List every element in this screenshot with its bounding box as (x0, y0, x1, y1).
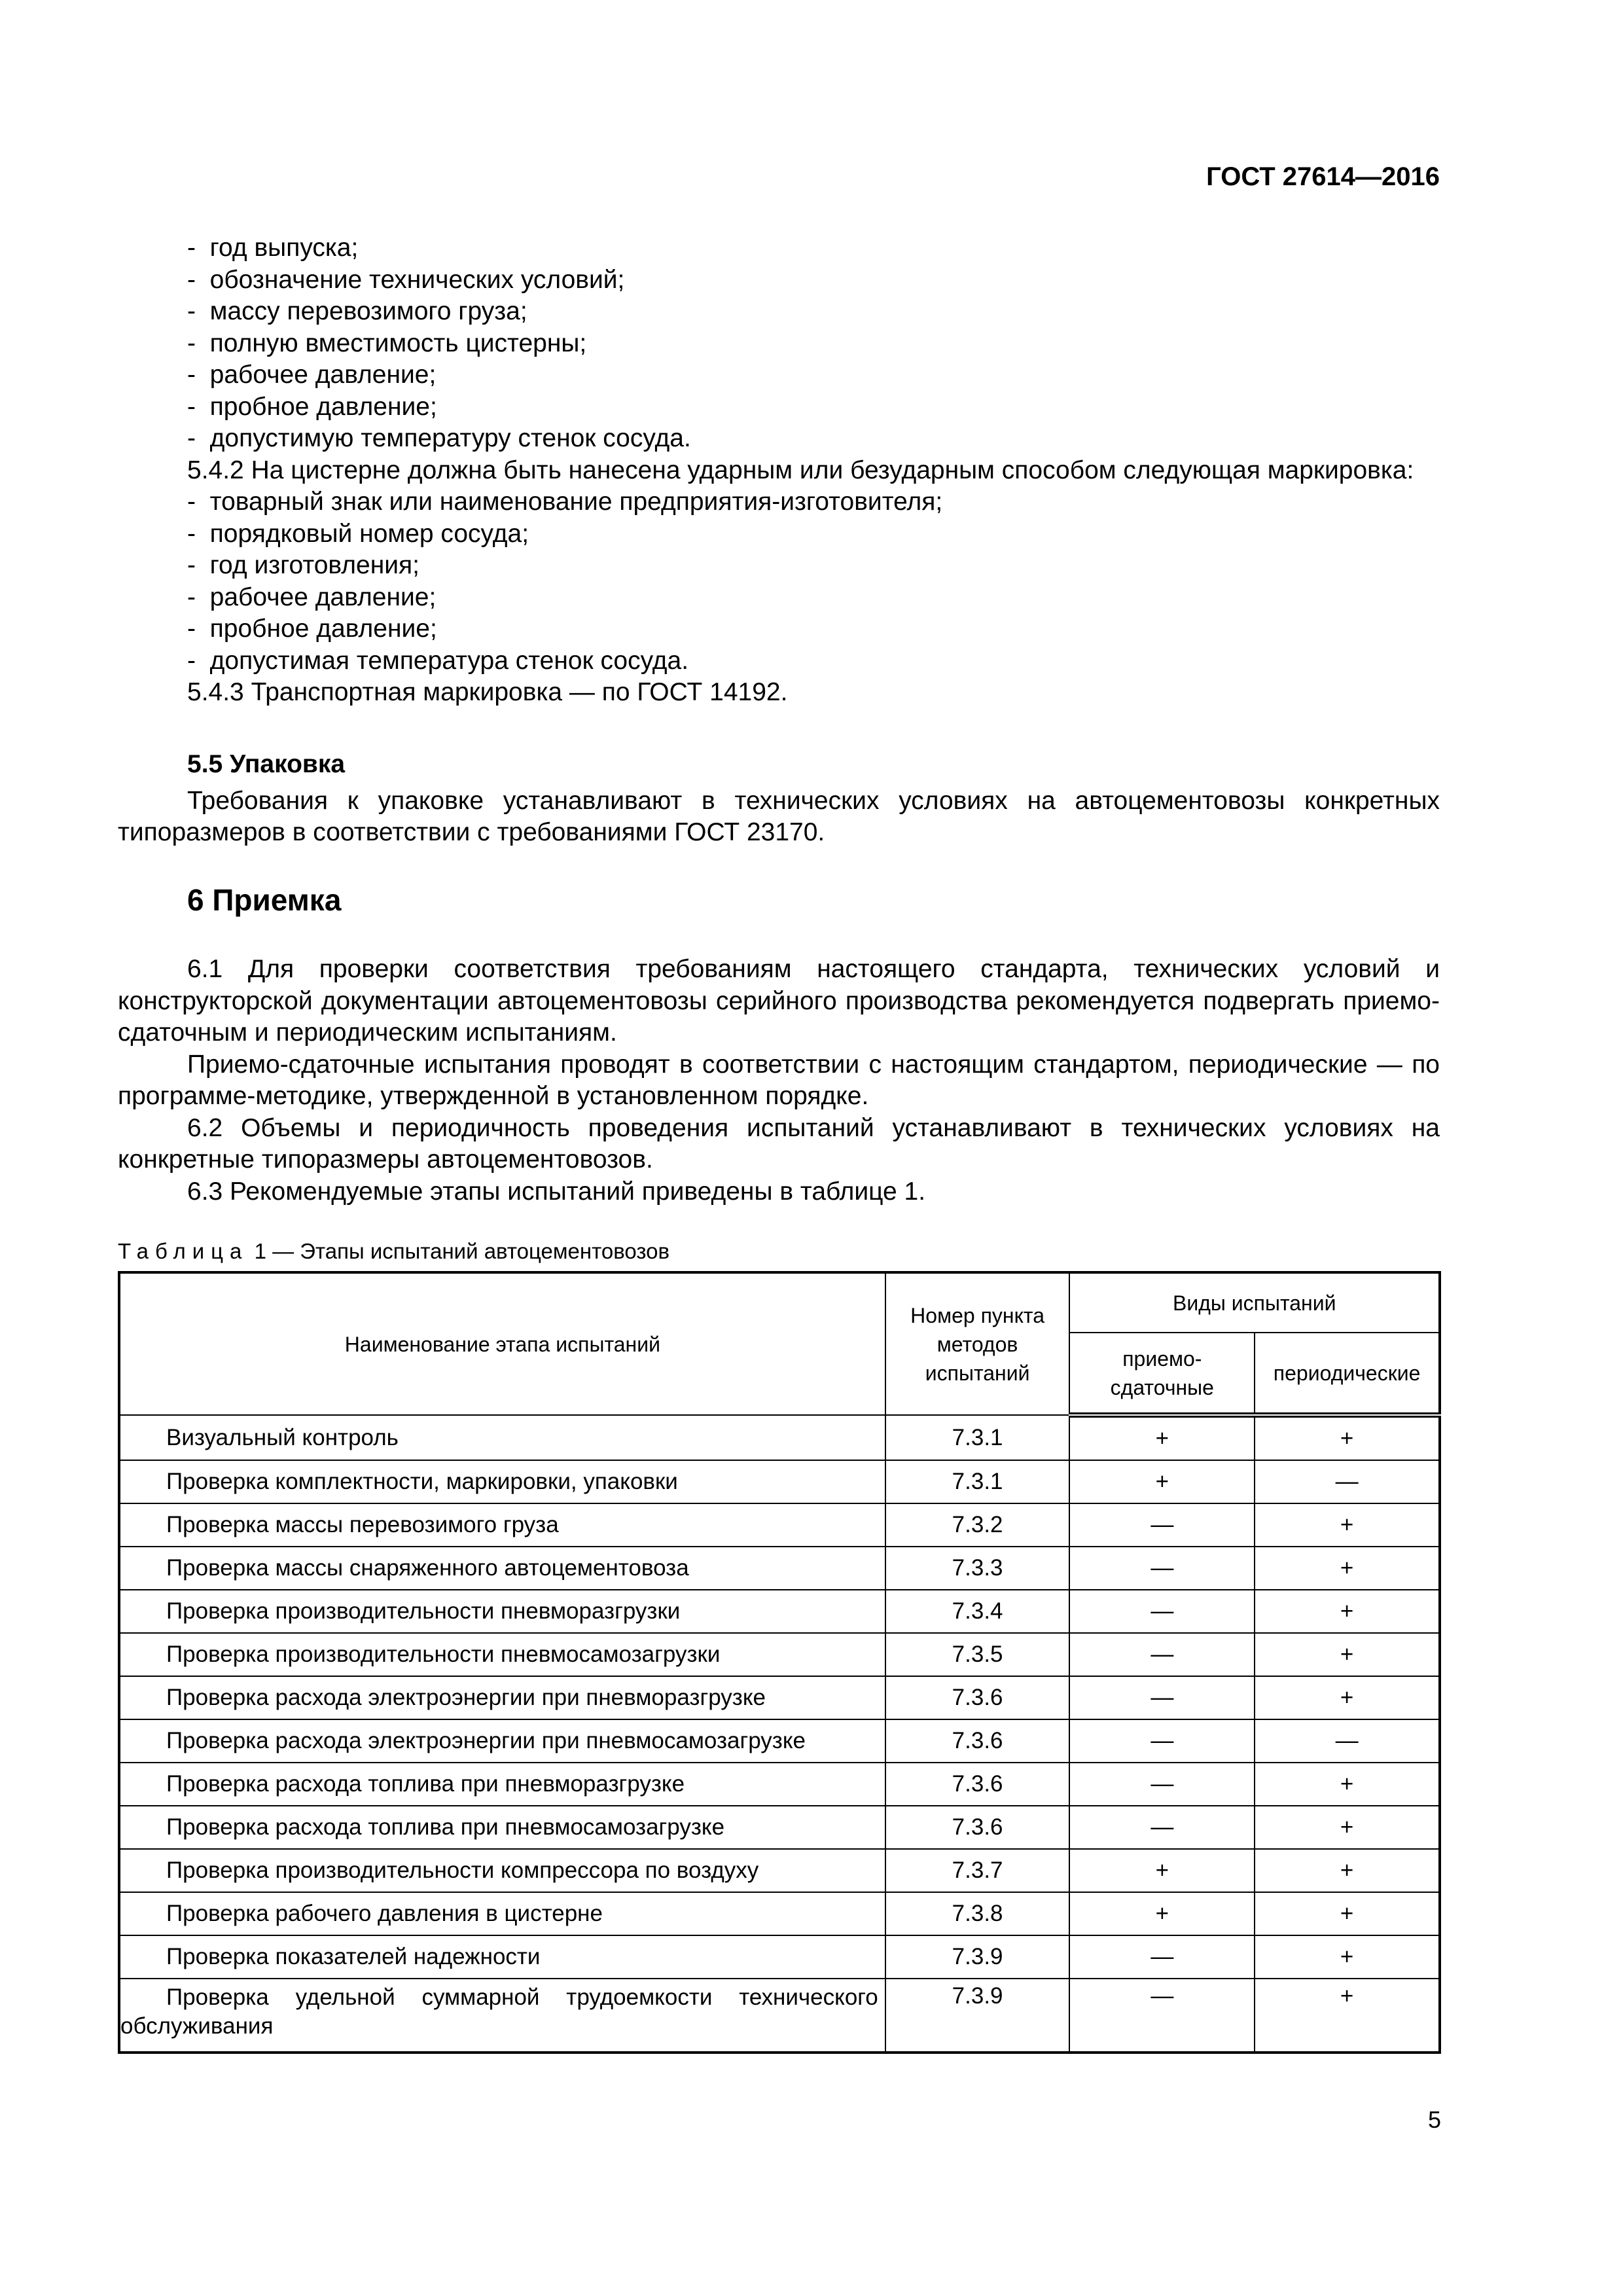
acceptance-cell: — (1069, 1719, 1255, 1763)
stage-name-cell: Проверка расхода электроэнергии при пневмосамозагрузке (119, 1719, 885, 1763)
table-row (119, 1460, 1440, 1503)
periodic-cell: + (1255, 1892, 1440, 1935)
paragraph-6-3: 6.3 Рекомендуемые этапы испытаний приведены в таблице 1. (187, 1177, 926, 1206)
marking-list-2 (118, 486, 1440, 677)
method-number-cell: 7.3.1 (885, 1460, 1070, 1503)
method-number-cell: 7.3.2 (885, 1503, 1070, 1547)
table-row (119, 1979, 1440, 2053)
document-code: ГОСТ 27614—2016 (1206, 162, 1440, 191)
table-row (119, 1633, 1440, 1676)
acceptance-cell: — (1069, 1979, 1255, 2053)
paragraph-5-4-2: 5.4.2 На цистерне должна быть нанесена ударным или безударным способом следующая маркировка: (187, 456, 1414, 484)
stage-name-cell: Проверка производительности пневморазгрузки (119, 1590, 885, 1633)
table-row (119, 1676, 1440, 1719)
method-number-cell: 7.3.3 (885, 1547, 1070, 1590)
method-number-cell: 7.3.8 (885, 1892, 1070, 1935)
list-item: - обозначение технических условий; (187, 265, 625, 294)
acceptance-cell: — (1069, 1763, 1255, 1806)
periodic-cell: + (1255, 1849, 1440, 1892)
method-number-cell: 7.3.9 (885, 1935, 1070, 1979)
table-row (119, 1892, 1440, 1935)
stage-name-cell: Проверка производительности пневмосамозагрузки (119, 1633, 885, 1676)
list-item: - полную вместимость цистерны; (187, 329, 587, 357)
periodic-cell: + (1255, 1547, 1440, 1590)
method-number-cell: 7.3.6 (885, 1676, 1070, 1719)
section-5-5 (118, 749, 1440, 849)
paragraph-5-5: Требования к упаковке устанавливают в технических условиях на автоцементовозы конкретных типоразмеров в соответствии с требованиями ГОСТ 23170. (118, 786, 1440, 846)
list-item: - порядковый номер сосуда; (187, 519, 529, 548)
paragraph-6-1: 6.1 Для проверки соответствия требованиям настоящего стандарта, технических условий и конструкторской документации автоцементовозы серийного производства рекомендуется подвергать приемо-сдаточным и периодическим испытаниям. (118, 955, 1440, 1047)
table-row (119, 1763, 1440, 1806)
periodic-cell: + (1255, 1806, 1440, 1849)
header-method-number: Номер пункта методов испытаний (885, 1272, 1070, 1415)
acceptance-cell: — (1069, 1590, 1255, 1633)
list-item: - рабочее давление; (187, 361, 437, 389)
method-number-cell: 7.3.4 (885, 1590, 1070, 1633)
acceptance-cell: + (1069, 1892, 1255, 1935)
acceptance-cell: + (1069, 1849, 1255, 1892)
periodic-cell: + (1255, 1633, 1440, 1676)
header-periodic: периодические (1255, 1333, 1440, 1415)
acceptance-cell: — (1069, 1503, 1255, 1547)
list-item: - год выпуска; (187, 234, 359, 262)
stage-name-cell: Проверка расхода электроэнергии при пневморазгрузке (119, 1676, 885, 1719)
method-number-cell: 7.3.9 (885, 1979, 1070, 2053)
acceptance-cell: — (1069, 1935, 1255, 1979)
method-number-cell: 7.3.5 (885, 1633, 1070, 1676)
list-item: - допустимая температура стенок сосуда. (187, 646, 689, 675)
method-number-cell: 7.3.6 (885, 1763, 1070, 1806)
periodic-cell: + (1255, 1415, 1440, 1460)
list-item: - пробное давление; (187, 392, 437, 421)
periodic-cell: + (1255, 1763, 1440, 1806)
periodic-cell: + (1255, 1503, 1440, 1547)
list-item: - товарный знак или наименование предприятия-изготовителя; (187, 488, 943, 516)
periodic-cell: + (1255, 1935, 1440, 1979)
table-row (119, 1806, 1440, 1849)
method-number-cell: 7.3.6 (885, 1806, 1070, 1849)
stage-name-cell: Проверка производительности компрессора по воздуху (119, 1849, 885, 1892)
section-5-4 (118, 232, 1440, 709)
method-number-cell: 7.3.6 (885, 1719, 1070, 1763)
header-stage-name: Наименование этапа испытаний (119, 1272, 885, 1415)
table-row (119, 1547, 1440, 1590)
heading-6: 6 Приемка (187, 883, 342, 917)
acceptance-cell: + (1069, 1460, 1255, 1503)
stage-name-cell: Визуальный контроль (119, 1415, 885, 1460)
method-number-cell: 7.3.7 (885, 1849, 1070, 1892)
list-item: - массу перевозимого груза; (187, 297, 527, 325)
header-acceptance: приемо-сдаточные (1069, 1333, 1255, 1415)
periodic-cell: + (1255, 1979, 1440, 2053)
table-row (119, 1849, 1440, 1892)
list-item: - рабочее давление; (187, 583, 437, 611)
list-item: - допустимую температуру стенок сосуда. (187, 424, 691, 452)
table-row (119, 1503, 1440, 1547)
paragraph-5-4-3: 5.4.3 Транспортная маркировка — по ГОСТ 14192. (187, 678, 788, 706)
stage-name-cell: Проверка массы перевозимого груза (119, 1503, 885, 1547)
heading-5-5: 5.5 Упаковка (187, 750, 346, 778)
table-caption: Таблица 1 — Этапы испытаний автоцементовозов (118, 1239, 669, 1263)
acceptance-cell: — (1069, 1633, 1255, 1676)
paragraph-6-2: 6.2 Объемы и периодичность проведения испытаний устанавливают в технических условиях на конкретные типоразмеры автоцементовозов. (118, 1113, 1440, 1174)
acceptance-cell: — (1069, 1676, 1255, 1719)
periodic-cell: + (1255, 1676, 1440, 1719)
marking-list-1 (118, 232, 1440, 455)
paragraph-6-1-b: Приемо-сдаточные испытания проводят в соответствии с настоящим стандартом, периодические — по программе-методике, утвержденной в установленном порядке. (118, 1050, 1440, 1110)
stage-name-cell: Проверка показателей надежности (119, 1935, 885, 1979)
stage-name-cell: Проверка расхода топлива при пневморазгрузке (119, 1763, 885, 1806)
list-item: - год изготовления; (187, 551, 419, 579)
stage-name-cell: Проверка массы снаряженного автоцементовоза (119, 1547, 885, 1590)
header-test-types: Виды испытаний (1069, 1272, 1440, 1333)
acceptance-cell: — (1069, 1806, 1255, 1849)
periodic-cell: + (1255, 1590, 1440, 1633)
stage-name-cell: Проверка удельной суммарной трудоемкости технического обслуживания (119, 1979, 885, 2053)
page-number: 5 (1427, 2106, 1441, 2133)
table-row (119, 1935, 1440, 1979)
method-number-cell: 7.3.1 (885, 1415, 1070, 1460)
table-row (119, 1719, 1440, 1763)
section-6 (118, 954, 1440, 1208)
table-row (119, 1415, 1440, 1460)
stage-name-cell: Проверка рабочего давления в цистерне (119, 1892, 885, 1935)
test-stages-table (118, 1271, 1441, 2054)
list-item: - пробное давление; (187, 615, 437, 643)
stage-name-cell: Проверка расхода топлива при пневмосамозагрузке (119, 1806, 885, 1849)
acceptance-cell: — (1069, 1547, 1255, 1590)
table-row (119, 1590, 1440, 1633)
stage-name-cell: Проверка комплектности, маркировки, упаковки (119, 1460, 885, 1503)
periodic-cell: — (1255, 1719, 1440, 1763)
periodic-cell: — (1255, 1460, 1440, 1503)
acceptance-cell: + (1069, 1415, 1255, 1460)
